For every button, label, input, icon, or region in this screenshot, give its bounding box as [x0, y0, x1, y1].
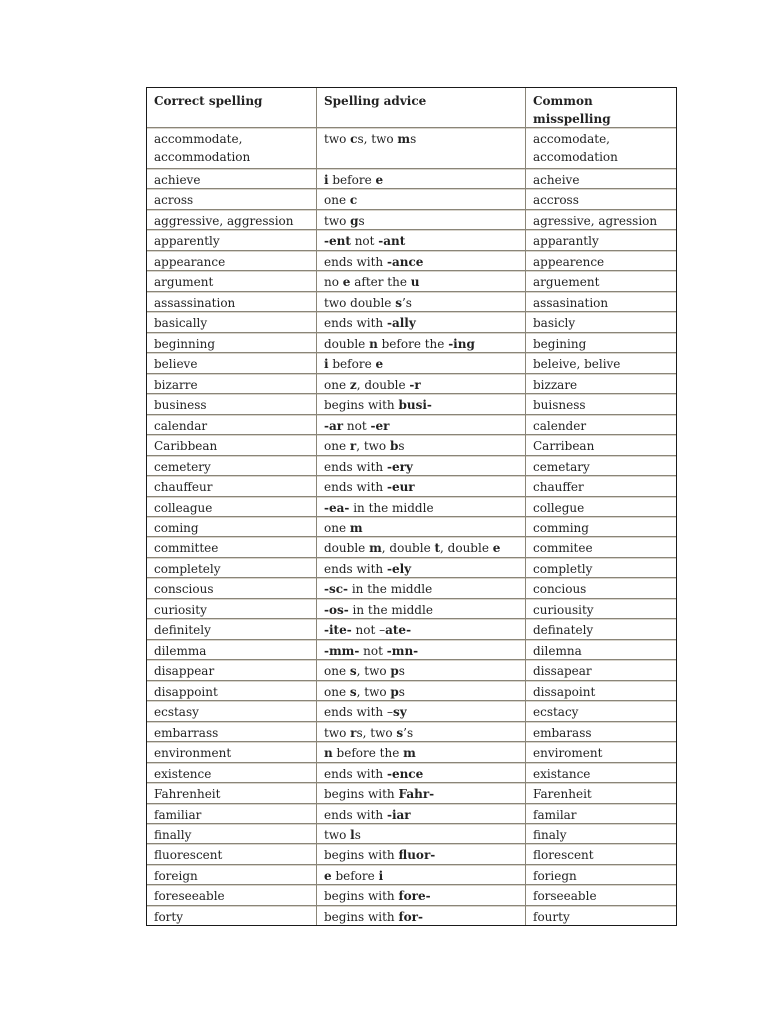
advice-emphasis: r — [349, 439, 357, 454]
advice-text: in the middle — [348, 602, 433, 617]
common-misspelling-cell: existance — [533, 766, 591, 781]
common-misspelling-cell: fourty — [533, 909, 570, 924]
advice-text: before — [331, 868, 379, 883]
advice-emphasis: -ance — [386, 254, 424, 269]
advice-text: before the — [332, 746, 404, 761]
advice-text: not – — [351, 623, 386, 638]
common-misspelling-cell: calender — [533, 418, 587, 433]
advice-text: begins with — [324, 787, 399, 802]
correct-spelling-cell: across — [147, 189, 317, 208]
advice-text: one — [324, 520, 350, 535]
header-correct-spelling: Correct spelling — [147, 88, 317, 127]
table-row — [147, 824, 676, 844]
spelling-advice-cell — [317, 619, 526, 638]
correct-spelling-cell: foreseeable — [147, 885, 317, 904]
common-misspelling-cell: definately — [533, 623, 594, 638]
common-misspelling-cell: Carribean — [533, 439, 595, 454]
advice-emphasis: e — [375, 173, 384, 187]
header-common-misspelling: Common misspelling — [533, 94, 611, 126]
table-row — [147, 722, 676, 742]
advice-emphasis: m — [349, 520, 363, 535]
correct-spelling-cell: beginning — [147, 333, 317, 352]
advice-text: s, two — [357, 132, 398, 146]
advice-emphasis: -eur — [386, 480, 415, 495]
advice-text: ends with — [324, 459, 387, 474]
advice-text: s — [398, 664, 405, 679]
table-row — [147, 312, 676, 332]
spelling-advice-cell — [317, 292, 526, 311]
correct-spelling-cell: assassination — [147, 292, 317, 311]
common-misspelling-cell: finaly — [533, 828, 567, 842]
common-misspelling-cell: begining — [533, 336, 587, 351]
correct-spelling-cell: existence — [147, 763, 317, 782]
spelling-advice-cell — [317, 251, 526, 270]
table-row — [147, 660, 676, 680]
correct-spelling-cell: apparently — [147, 230, 317, 249]
advice-emphasis: c — [350, 132, 358, 146]
advice-text: begins with — [324, 889, 399, 904]
advice-text: s — [354, 828, 361, 842]
advice-emphasis: e — [324, 868, 332, 883]
common-misspelling-cell: dissapear — [533, 664, 592, 679]
advice-emphasis: -ence — [386, 766, 424, 781]
advice-text: s — [358, 213, 365, 228]
advice-emphasis: c — [349, 193, 358, 208]
common-misspelling-cell: foriegn — [533, 868, 577, 883]
advice-text: not — [350, 234, 379, 249]
advice-emphasis: -ery — [386, 459, 413, 474]
table-row — [147, 394, 676, 414]
common-misspelling-cell: accomodate, accomodation — [533, 132, 618, 164]
advice-emphasis: sy — [392, 705, 407, 720]
advice-text: ends with — [324, 480, 387, 495]
spelling-advice-cell — [317, 374, 526, 393]
advice-text: ends with — [324, 561, 387, 576]
spelling-advice-cell — [317, 660, 526, 679]
advice-emphasis: ate- — [385, 623, 412, 638]
advice-text: two — [324, 828, 351, 842]
spelling-advice-cell — [317, 353, 526, 372]
correct-spelling-cell: disappear — [147, 660, 317, 679]
advice-text: two — [324, 725, 351, 740]
common-misspelling-cell: Farenheit — [533, 787, 592, 802]
correct-spelling-cell: Fahrenheit — [147, 783, 317, 802]
table-row — [147, 701, 676, 721]
common-misspelling-cell: assasination — [533, 295, 609, 310]
correct-spelling-cell: argument — [147, 271, 317, 290]
spelling-advice-cell — [317, 415, 526, 434]
common-misspelling-cell: completly — [533, 561, 593, 576]
advice-emphasis: -ea- — [324, 500, 350, 515]
advice-text: ends with — [324, 766, 387, 781]
advice-emphasis: m — [369, 541, 382, 556]
advice-emphasis: -ent — [324, 234, 351, 249]
common-misspelling-cell: accross — [533, 193, 579, 208]
advice-text: , double — [356, 377, 410, 392]
common-misspelling-cell: ecstacy — [533, 705, 579, 720]
advice-emphasis: e — [375, 357, 384, 372]
spelling-advice-cell — [317, 824, 526, 843]
advice-text: s — [410, 132, 417, 146]
spelling-advice-cell — [317, 476, 526, 495]
correct-spelling-cell: colleague — [147, 497, 317, 516]
advice-emphasis: n — [324, 746, 333, 761]
spelling-advice-cell — [317, 844, 526, 863]
spelling-advice-cell — [317, 906, 526, 925]
advice-text: ’s — [403, 725, 414, 740]
advice-emphasis: m — [397, 132, 411, 146]
header-spelling-advice: Spelling advice — [317, 88, 526, 127]
correct-spelling-cell: calendar — [147, 415, 317, 434]
table-row — [147, 619, 676, 639]
correct-spelling-cell: coming — [147, 517, 317, 536]
table-row — [147, 681, 676, 701]
spelling-advice-cell — [317, 763, 526, 782]
table-row — [147, 578, 676, 598]
advice-emphasis: -ar — [324, 418, 344, 433]
advice-emphasis: -mm- — [324, 643, 360, 658]
spelling-advice-cell — [317, 189, 526, 208]
advice-text: , two — [356, 684, 391, 699]
advice-emphasis: i — [324, 357, 329, 372]
correct-spelling-cell: fluorescent — [147, 844, 317, 863]
common-misspelling-cell: dissapoint — [533, 684, 596, 699]
correct-spelling-cell: completely — [147, 558, 317, 577]
common-misspelling-cell: dilemna — [533, 643, 582, 658]
correct-spelling-cell: ecstasy — [147, 701, 317, 720]
advice-text: s — [398, 684, 405, 699]
table-row — [147, 599, 676, 619]
advice-emphasis: p — [390, 664, 399, 679]
spelling-advice-cell — [317, 537, 526, 556]
advice-emphasis: i — [324, 173, 329, 187]
spelling-advice-cell — [317, 271, 526, 290]
spelling-advice-cell — [317, 681, 526, 700]
spelling-advice-cell — [317, 169, 526, 188]
advice-emphasis: -ing — [448, 336, 475, 351]
advice-text: not — [343, 418, 371, 433]
table-row — [147, 517, 676, 537]
advice-text: two — [324, 213, 351, 228]
common-misspelling-cell: chauffer — [533, 480, 584, 495]
advice-emphasis: t — [434, 541, 441, 556]
table-row — [147, 844, 676, 864]
advice-text: , double — [440, 541, 493, 556]
advice-text: in the middle — [348, 582, 433, 597]
advice-text: one — [324, 377, 350, 392]
correct-spelling-cell: committee — [147, 537, 317, 556]
correct-spelling-cell: business — [147, 394, 317, 413]
advice-emphasis: i — [378, 868, 384, 883]
advice-emphasis: -ally — [386, 316, 416, 331]
common-misspelling-cell: cemetary — [533, 459, 590, 474]
common-misspelling-cell: collegue — [533, 500, 585, 515]
spelling-advice-cell — [317, 701, 526, 720]
common-misspelling-cell: appearence — [533, 254, 605, 269]
table-row — [147, 128, 676, 169]
spelling-advice-cell — [317, 599, 526, 618]
correct-spelling-cell: chauffeur — [147, 476, 317, 495]
correct-spelling-cell: definitely — [147, 619, 317, 638]
correct-spelling-cell: bizarre — [147, 374, 317, 393]
common-misspelling-cell: bizzare — [533, 377, 578, 392]
spelling-advice-cell — [317, 640, 526, 659]
common-misspelling-cell: florescent — [533, 848, 594, 863]
advice-emphasis: l — [350, 828, 355, 842]
table-row — [147, 374, 676, 394]
advice-text: before the — [377, 336, 449, 351]
advice-emphasis: r — [350, 725, 357, 740]
advice-text: double — [324, 336, 370, 351]
spelling-advice-cell — [317, 128, 526, 168]
advice-text: ends with — [324, 807, 387, 822]
spelling-advice-cell — [317, 456, 526, 475]
advice-text: before — [328, 357, 376, 372]
advice-text: before — [328, 173, 376, 187]
advice-emphasis: z — [349, 377, 357, 392]
common-misspelling-cell: apparantly — [533, 234, 599, 249]
common-misspelling-cell: enviroment — [533, 746, 603, 761]
advice-text: ends with — [324, 316, 387, 331]
table-row — [147, 435, 676, 455]
advice-text: ’s — [401, 295, 412, 310]
correct-spelling-cell: familiar — [147, 804, 317, 823]
advice-text: one — [324, 439, 350, 454]
advice-emphasis: s — [349, 684, 357, 699]
correct-spelling-cell: foreign — [147, 865, 317, 884]
spelling-advice-cell — [317, 783, 526, 802]
table-row — [147, 292, 676, 312]
advice-text: two double — [324, 295, 396, 310]
correct-spelling-cell: embarrass — [147, 722, 317, 741]
advice-text: double — [324, 541, 370, 556]
advice-emphasis: -ely — [386, 561, 412, 576]
spelling-advice-cell — [317, 497, 526, 516]
advice-emphasis: s — [395, 295, 402, 310]
advice-text: , two — [356, 439, 390, 454]
common-misspelling-cell: basicly — [533, 316, 576, 331]
advice-text: two — [324, 132, 351, 146]
spelling-advice-cell — [317, 804, 526, 823]
spelling-advice-cell — [317, 722, 526, 741]
advice-emphasis: -er — [370, 418, 390, 433]
advice-emphasis: busi- — [398, 398, 432, 413]
correct-spelling-cell: cemetery — [147, 456, 317, 475]
table-row — [147, 189, 676, 209]
table-row — [147, 456, 676, 476]
advice-emphasis: e — [342, 275, 351, 290]
advice-text: , two — [356, 664, 391, 679]
advice-emphasis: fluor- — [398, 848, 436, 863]
advice-emphasis: b — [389, 439, 399, 454]
advice-emphasis: -iar — [386, 807, 411, 822]
table-body — [147, 128, 676, 925]
advice-text: one — [324, 193, 350, 208]
correct-spelling-cell: dilemma — [147, 640, 317, 659]
correct-spelling-cell: environment — [147, 742, 317, 761]
advice-emphasis: p — [390, 684, 399, 699]
advice-text: in the middle — [349, 500, 434, 515]
correct-spelling-cell: achieve — [147, 169, 317, 188]
spelling-advice-cell — [317, 333, 526, 352]
spelling-advice-cell — [317, 885, 526, 904]
spelling-advice-cell — [317, 558, 526, 577]
advice-emphasis: e — [492, 541, 501, 556]
table-header-row — [147, 88, 676, 128]
advice-text: one — [324, 664, 350, 679]
table-row — [147, 415, 676, 435]
table-row — [147, 210, 676, 230]
common-misspelling-cell: concious — [533, 582, 587, 597]
common-misspelling-cell: commitee — [533, 541, 593, 556]
advice-emphasis: Fahr- — [398, 787, 435, 802]
common-misspelling-cell: embarass — [533, 725, 592, 740]
common-misspelling-cell: forseeable — [533, 889, 597, 904]
table-row — [147, 742, 676, 762]
table-row — [147, 537, 676, 557]
advice-emphasis: -os- — [324, 602, 349, 617]
table-row — [147, 558, 676, 578]
common-misspelling-cell: agressive, agression — [533, 213, 658, 228]
table-row — [147, 333, 676, 353]
advice-emphasis: g — [350, 213, 359, 228]
correct-spelling-cell: disappoint — [147, 681, 317, 700]
advice-text: no — [324, 275, 343, 290]
correct-spelling-cell: finally — [147, 824, 317, 843]
table-row — [147, 783, 676, 803]
common-misspelling-cell: acheive — [533, 173, 580, 187]
advice-text: begins with — [324, 848, 399, 863]
table-row — [147, 865, 676, 885]
advice-text: s, two — [356, 725, 397, 740]
advice-emphasis: -ant — [378, 234, 406, 249]
advice-emphasis: fore- — [398, 889, 431, 904]
advice-emphasis: -sc- — [324, 582, 349, 597]
advice-emphasis: s — [349, 664, 357, 679]
table-row — [147, 640, 676, 660]
advice-text: ends with – — [324, 705, 393, 720]
spelling-advice-cell — [317, 578, 526, 597]
advice-text: begins with — [324, 909, 399, 924]
correct-spelling-cell: basically — [147, 312, 317, 331]
advice-emphasis: -ite- — [324, 623, 352, 638]
table-row — [147, 230, 676, 250]
advice-text: ends with — [324, 254, 387, 269]
spelling-advice-cell — [317, 517, 526, 536]
correct-spelling-cell: accommodate, accommodation — [147, 128, 317, 168]
spelling-advice-cell — [317, 394, 526, 413]
advice-emphasis: s — [396, 725, 404, 740]
common-misspelling-cell: comming — [533, 520, 589, 535]
table-row — [147, 804, 676, 824]
spelling-advice-cell — [317, 312, 526, 331]
advice-emphasis: -mn- — [386, 643, 419, 658]
advice-text: begins with — [324, 398, 399, 413]
advice-text: s — [398, 439, 405, 454]
table-row — [147, 763, 676, 783]
table-row — [147, 906, 676, 925]
spelling-advice-cell — [317, 865, 526, 884]
common-misspelling-cell: curiousity — [533, 602, 594, 617]
correct-spelling-cell: Caribbean — [147, 435, 317, 454]
table-row — [147, 251, 676, 271]
table-row — [147, 271, 676, 291]
common-misspelling-cell: arguement — [533, 275, 600, 290]
advice-emphasis: u — [410, 275, 420, 290]
common-misspelling-cell: familar — [533, 807, 577, 822]
advice-text: after the — [350, 275, 411, 290]
advice-text: , double — [381, 541, 435, 556]
correct-spelling-cell: appearance — [147, 251, 317, 270]
advice-emphasis: m — [403, 746, 416, 761]
common-misspelling-cell: beleive, belive — [533, 357, 621, 372]
spelling-advice-cell — [317, 742, 526, 761]
spelling-advice-cell — [317, 210, 526, 229]
correct-spelling-cell: conscious — [147, 578, 317, 597]
advice-text: not — [359, 643, 387, 658]
common-misspelling-cell: buisness — [533, 398, 586, 413]
correct-spelling-cell: forty — [147, 906, 317, 925]
advice-text: one — [324, 684, 350, 699]
table-row — [147, 476, 676, 496]
correct-spelling-cell: aggressive, aggression — [147, 210, 317, 229]
advice-emphasis: -r — [409, 377, 421, 392]
spelling-advice-cell — [317, 435, 526, 454]
spelling-advice-cell — [317, 230, 526, 249]
table-row — [147, 169, 676, 189]
spelling-table — [146, 87, 677, 926]
correct-spelling-cell: believe — [147, 353, 317, 372]
advice-emphasis: for- — [398, 909, 423, 924]
table-row — [147, 885, 676, 905]
table-row — [147, 497, 676, 517]
correct-spelling-cell: curiosity — [147, 599, 317, 618]
table-row — [147, 353, 676, 373]
advice-emphasis: n — [369, 336, 378, 351]
